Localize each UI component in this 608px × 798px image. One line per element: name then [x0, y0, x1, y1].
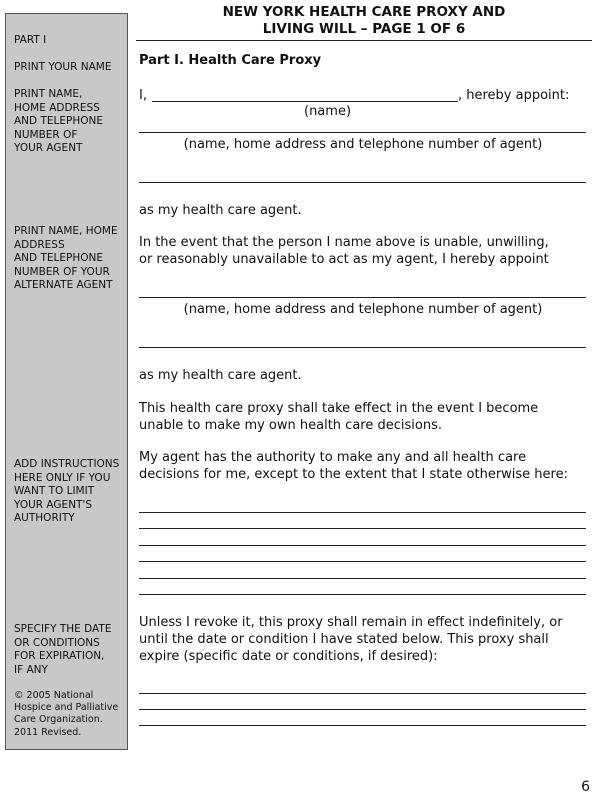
expiration-label-line: SPECIFY THE DATE: [14, 623, 112, 635]
instructions-label-line: YOUR AGENT'S: [14, 498, 93, 511]
alternate-label-line: ADDRESS: [14, 238, 65, 251]
copyright-line: © 2005 National: [14, 690, 94, 701]
instruction-field-line[interactable]: [139, 561, 586, 562]
agent-label-line: NUMBER OF: [14, 128, 78, 141]
alternate-caption: (name, home address and telephone number of agent): [183, 302, 543, 317]
instruction-field-line[interactable]: [139, 528, 586, 529]
expiration-label: [14, 623, 126, 677]
instructions-label-line: HERE ONLY IF YOU: [14, 471, 111, 484]
expiration-field-line[interactable]: [139, 725, 586, 726]
principal-name-field[interactable]: [152, 101, 458, 102]
agent-label: [14, 88, 126, 156]
effect-paragraph: This health care proxy shall take effect in the event I become unable to make my own health care decisions.: [139, 401, 539, 433]
appoint-suffix: , hereby appoint:: [458, 88, 570, 103]
alternate-agent-label: [14, 225, 126, 293]
expiration-label-line: FOR EXPIRATION,: [14, 650, 105, 663]
part-label: PART I: [14, 34, 47, 46]
expiration-label-line: IF ANY: [14, 663, 48, 676]
instructions-label-line: ADD INSTRUCTIONS: [14, 458, 120, 470]
copyright-line: Care Organization.: [14, 714, 103, 726]
page-title-line: NEW YORK HEALTH CARE PROXY AND: [222, 4, 506, 20]
alternate-label-line: AND TELEPHONE: [14, 252, 103, 265]
expiration-field-line[interactable]: [139, 709, 586, 710]
instruction-field-line[interactable]: [139, 578, 586, 579]
expiration-label-line: OR CONDITIONS: [14, 636, 100, 649]
instruction-field-line[interactable]: [139, 594, 586, 595]
agent-field-line[interactable]: [139, 182, 586, 183]
agent-label-line: PRINT NAME,: [14, 88, 83, 100]
as-agent-text: as my health care agent.: [139, 368, 302, 383]
agent-label-line: YOUR AGENT: [14, 142, 83, 155]
instructions-label: [14, 458, 126, 526]
instructions-label-line: AUTHORITY: [14, 512, 75, 525]
print-name-label: PRINT YOUR NAME: [14, 61, 112, 73]
expiration-field-line[interactable]: [139, 693, 586, 694]
agent-field-line[interactable]: [139, 132, 586, 133]
section-title: Part I. Health Care Proxy: [139, 53, 322, 68]
alternate-label-line: PRINT NAME, HOME: [14, 225, 118, 237]
alternate-paragraph: In the event that the person I name above is unable, unwilling, or reasonably unavailable to act as my agent, I hereby appoint: [139, 235, 549, 267]
agent-label-line: AND TELEPHONE: [14, 115, 103, 128]
instructions-label-line: WANT TO LIMIT: [14, 485, 95, 498]
page-title: [136, 4, 592, 38]
i-prefix: I,: [139, 88, 147, 103]
alternate-agent-field-line[interactable]: [139, 347, 586, 348]
instruction-field-line[interactable]: [139, 512, 586, 513]
copyright-notice: [14, 690, 126, 739]
alternate-agent-field-line[interactable]: [139, 297, 586, 298]
as-agent-text: as my health care agent.: [139, 203, 302, 218]
name-caption: (name): [304, 104, 352, 119]
instruction-sidebar: [5, 13, 128, 750]
agent-caption: (name, home address and telephone number of agent): [183, 137, 543, 152]
copyright-line: 2011 Revised.: [14, 726, 82, 738]
authority-paragraph: My agent has the authority to make any and all health care decisions for me, except to the extent that I state otherwise here:: [139, 450, 568, 482]
expiration-paragraph: Unless I revoke it, this proxy shall remain in effect indefinitely, or until the date or condition I have stated below. This proxy shall expire (specific date or conditions, if desired):: [139, 615, 563, 664]
agent-label-line: HOME ADDRESS: [14, 101, 100, 114]
page-number: 6: [581, 779, 590, 795]
alternate-label-line: ALTERNATE AGENT: [14, 279, 113, 292]
page-title-line: LIVING WILL – PAGE 1 OF 6: [262, 21, 466, 37]
header-divider: [136, 40, 592, 41]
instruction-field-line[interactable]: [139, 545, 586, 546]
copyright-line: Hospice and Palliative: [14, 702, 119, 714]
alternate-label-line: NUMBER OF YOUR: [14, 265, 110, 278]
